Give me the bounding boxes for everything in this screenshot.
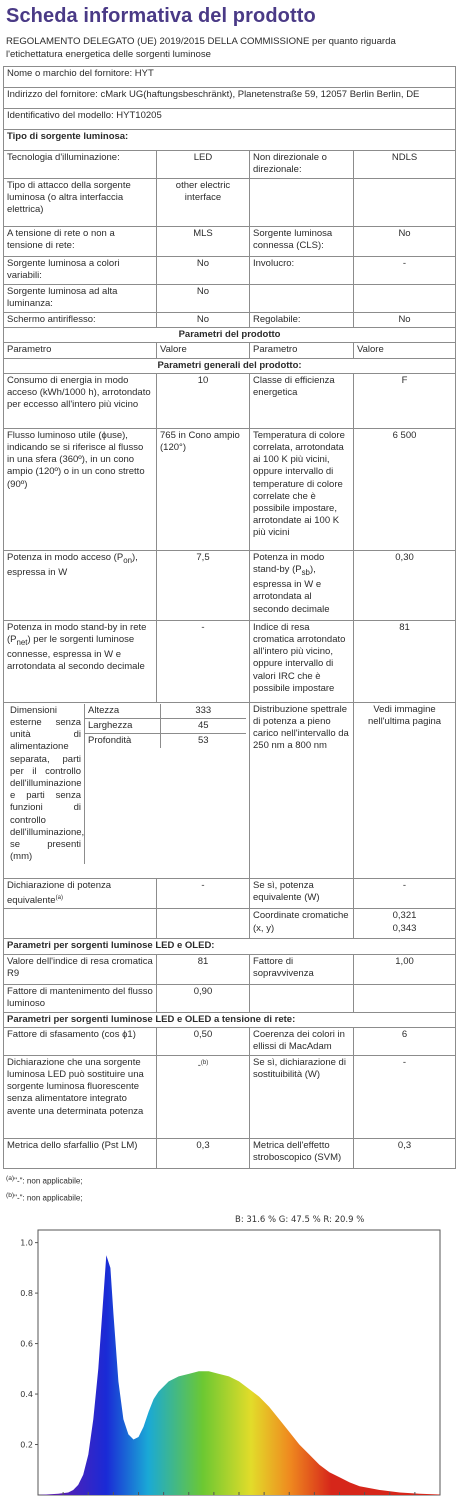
- replacement-value: -$^{(b)}$: [157, 1055, 250, 1138]
- energy-consumption-value: 10: [157, 373, 250, 428]
- on-power-value: 7,5: [157, 550, 250, 620]
- spectral-value: Vedi immagine nell'ultima pagina: [354, 702, 456, 878]
- cri-value: 81: [354, 620, 456, 702]
- stroboscopic-value: 0,3: [354, 1138, 456, 1168]
- cap-type-label: Tipo di attacco della sorgente luminosa (o altra interfaccia elettrica): [4, 179, 157, 227]
- empty-cell: [354, 285, 456, 313]
- energy-class-value: F: [354, 373, 456, 428]
- dimmable-value: No: [354, 313, 456, 328]
- equivalent-power-label: Dichiarazione di potenza equivalente$^{(a)}$: [4, 878, 157, 909]
- energy-class-label: Classe di efficienza energetica: [250, 373, 354, 428]
- useful-flux-value: 765 in Cono ampio (120°): [157, 428, 250, 550]
- col-header-param: Parametro: [250, 343, 354, 358]
- width-value: 45: [160, 718, 246, 733]
- anti-glare-label: Schermo antiriflesso:: [4, 313, 157, 328]
- chromaticity-value: [354, 909, 456, 939]
- empty-cell: [157, 909, 250, 939]
- colour-tunable-label: Sorgente luminosa a colori variabili:: [4, 257, 157, 285]
- macadam-value: 6: [354, 1027, 456, 1055]
- standby-power-value: 0,30: [354, 550, 456, 620]
- on-power-label: Potenza in modo acceso $(P_{on})$, espressa in W: [4, 550, 157, 620]
- footnote-a: $^{(a)}$"-": non applicabile;: [6, 1175, 83, 1186]
- dimensions-table: [85, 704, 246, 748]
- envelope-value: -: [354, 257, 456, 285]
- cct-value: 6 500: [354, 428, 456, 550]
- lighting-technology-label: Tecnologia d'illuminazione:: [4, 151, 157, 179]
- product-params-heading: Parametri del prodotto: [4, 328, 456, 343]
- stroboscopic-label: Metrica dell'effetto stroboscopico (SVM): [250, 1138, 354, 1168]
- empty-cell: [4, 909, 157, 939]
- supplier-address: Indirizzo del fornitore: cMark UG(haftungsbeschränkt), Planetenstraße 59, 12057 Berlin Berlin, DE: [4, 88, 456, 109]
- useful-flux-label: Flusso luminoso utile (ϕuse), indicando se si riferisce al flusso in una sfera (360º), in un cono ampio (120º) o in un cono stretto (90º): [4, 428, 157, 550]
- y-tick-label: 0.2: [20, 1440, 33, 1450]
- anti-glare-value: No: [157, 313, 250, 328]
- high-luminance-label: Sorgente luminosa ad alta luminanza:: [4, 285, 157, 313]
- width-label: Larghezza: [85, 718, 160, 733]
- height-value: 333: [160, 704, 246, 719]
- general-params-heading: Parametri generali del prodotto:: [4, 358, 456, 373]
- empty-cell: [354, 179, 456, 227]
- regulation-text: REGOLAMENTO DELEGATO (UE) 2019/2015 DELLA COMMISSIONE per quanto riguarda l'etichettatura energetica delle sorgenti luminose: [6, 36, 396, 60]
- supplier-name: Nome o marchio del fornitore: HYT: [4, 67, 456, 88]
- col-header-param: Parametro: [4, 343, 157, 358]
- displacement-label: Fattore di sfasamento (cos ϕ1): [4, 1027, 157, 1055]
- page-title: Scheda informativa del prodotto: [6, 5, 316, 27]
- y-tick-label: 0.8: [20, 1289, 33, 1299]
- mains-label: A tensione di rete o non a tensione di rete:: [4, 227, 157, 257]
- depth-label: Profondità: [88, 734, 132, 746]
- spectral-label: Distribuzione spettrale di potenza a pieno carico nell'intervallo da 250 nm a 800 nm: [250, 702, 354, 878]
- net-standby-label: Potenza in modo stand-by in rete $(P_{net})$ per le sorgenti luminose connesse, espressa in W e arrotondata al secondo decimale: [4, 620, 157, 702]
- replacement-w-label: Se sì, dichiarazione di sostituibilità (W): [250, 1055, 354, 1138]
- empty-cell: [354, 984, 456, 1012]
- high-luminance-value: No: [157, 285, 250, 313]
- connected-label: Sorgente luminosa connessa (CLS):: [250, 227, 354, 257]
- net-standby-value: -: [157, 620, 250, 702]
- chart-title: B: 31.6 % G: 47.5 % R: 20.9 %: [235, 1215, 365, 1225]
- led-params-heading: Parametri per sorgenti luminose LED e OLED:: [4, 939, 456, 954]
- y-tick-label: 0.4: [20, 1390, 33, 1400]
- displacement-value: 0,50: [157, 1027, 250, 1055]
- y-tick-label: 1.0: [20, 1238, 33, 1248]
- chromaticity-label: Coordinate cromatiche (x, y): [250, 909, 354, 939]
- flicker-value: 0,3: [157, 1138, 250, 1168]
- survival-value: 1,00: [354, 954, 456, 984]
- empty-cell: [250, 984, 354, 1012]
- cct-label: Temperatura di colore correlata, arrotondata ai 100 K più vicini, oppure intervallo di temperature di colore correlate che è possibile impostare, arrotondate ai 100 K più vicini: [250, 428, 354, 550]
- replacement-label: Dichiarazione che una sorgente luminosa LED può sostituire una sorgente luminosa fluorescente senza alimentatore integrato avente una determinata potenza: [4, 1055, 157, 1138]
- empty-cell: [250, 179, 354, 227]
- cri-label: Indice di resa cromatica arrotondato all'intero più vicino, oppure intervallo di valori IRC che è possibile impostare: [250, 620, 354, 702]
- source-type-heading: Tipo di sorgente luminosa:: [4, 130, 456, 151]
- r9-label: Valore dell'indice di resa cromatica R9: [4, 954, 157, 984]
- maintenance-label: Fattore di mantenimento del flusso luminoso: [4, 984, 157, 1012]
- energy-consumption-label: Consumo di energia in modo acceso (kWh/1000 h), arrotondato per eccesso all'intero più vicino: [4, 373, 157, 428]
- product-info-table: [3, 66, 456, 1169]
- standby-power-label: Potenza in modo stand-by $(P_{sb})$, espressa in W e arrotondata al secondo decimale: [250, 550, 354, 620]
- col-header-value: Valore: [157, 343, 250, 358]
- cap-type-value: other electric interface: [157, 179, 250, 227]
- footnote-b: $^{(b)}$"-": non applicabile;: [6, 1191, 83, 1203]
- lighting-technology-value: LED: [157, 151, 250, 179]
- chromaticity-y: 0,343: [392, 922, 417, 934]
- equivalent-power-value: -: [157, 878, 250, 909]
- mains-led-params-heading: Parametri per sorgenti luminose LED e OLED a tensione di rete:: [4, 1012, 456, 1027]
- survival-label: Fattore di sopravvivenza: [250, 954, 354, 984]
- chromaticity-x: 0,321: [392, 910, 417, 922]
- r9-value: 81: [157, 954, 250, 984]
- macadam-label: Coerenza dei colori in ellissi di MacAdam: [250, 1027, 354, 1055]
- replacement-w-value: -: [354, 1055, 456, 1138]
- envelope-label: Involucro:: [250, 257, 354, 285]
- dimensions-cell: [4, 702, 250, 878]
- maintenance-value: 0,90: [157, 984, 250, 1012]
- footnotes: [6, 1172, 83, 1205]
- col-header-value: Valore: [354, 343, 456, 358]
- empty-cell: [250, 285, 354, 313]
- equivalent-power-w-label: Se sì, potenza equivalente (W): [250, 878, 354, 909]
- spectrum-chart: [0, 1210, 458, 1500]
- model-identifier: Identificativo del modello: HYT10205: [4, 109, 456, 130]
- flicker-label: Metrica dello sfarfallio (Pst LM): [4, 1138, 157, 1168]
- y-tick-label: 0.6: [20, 1339, 33, 1349]
- height-label: Altezza: [85, 704, 160, 719]
- mains-value: MLS: [157, 227, 250, 257]
- connected-value: No: [354, 227, 456, 257]
- non-directional-label: Non direzionale o direzionale:: [250, 151, 354, 179]
- colour-tunable-value: No: [157, 257, 250, 285]
- dimensions-label: Dimensioni esterne senza unità di alimentazione separata, parti per il controllo dell'illuminazione e parti senza funzioni di controllo dell'illuminazione, se presenti (mm): [7, 704, 85, 865]
- non-directional-value: NDLS: [354, 151, 456, 179]
- equivalent-power-w-value: -: [354, 878, 456, 909]
- dimmable-label: Regolabile:: [250, 313, 354, 328]
- depth-value: 53: [160, 733, 246, 748]
